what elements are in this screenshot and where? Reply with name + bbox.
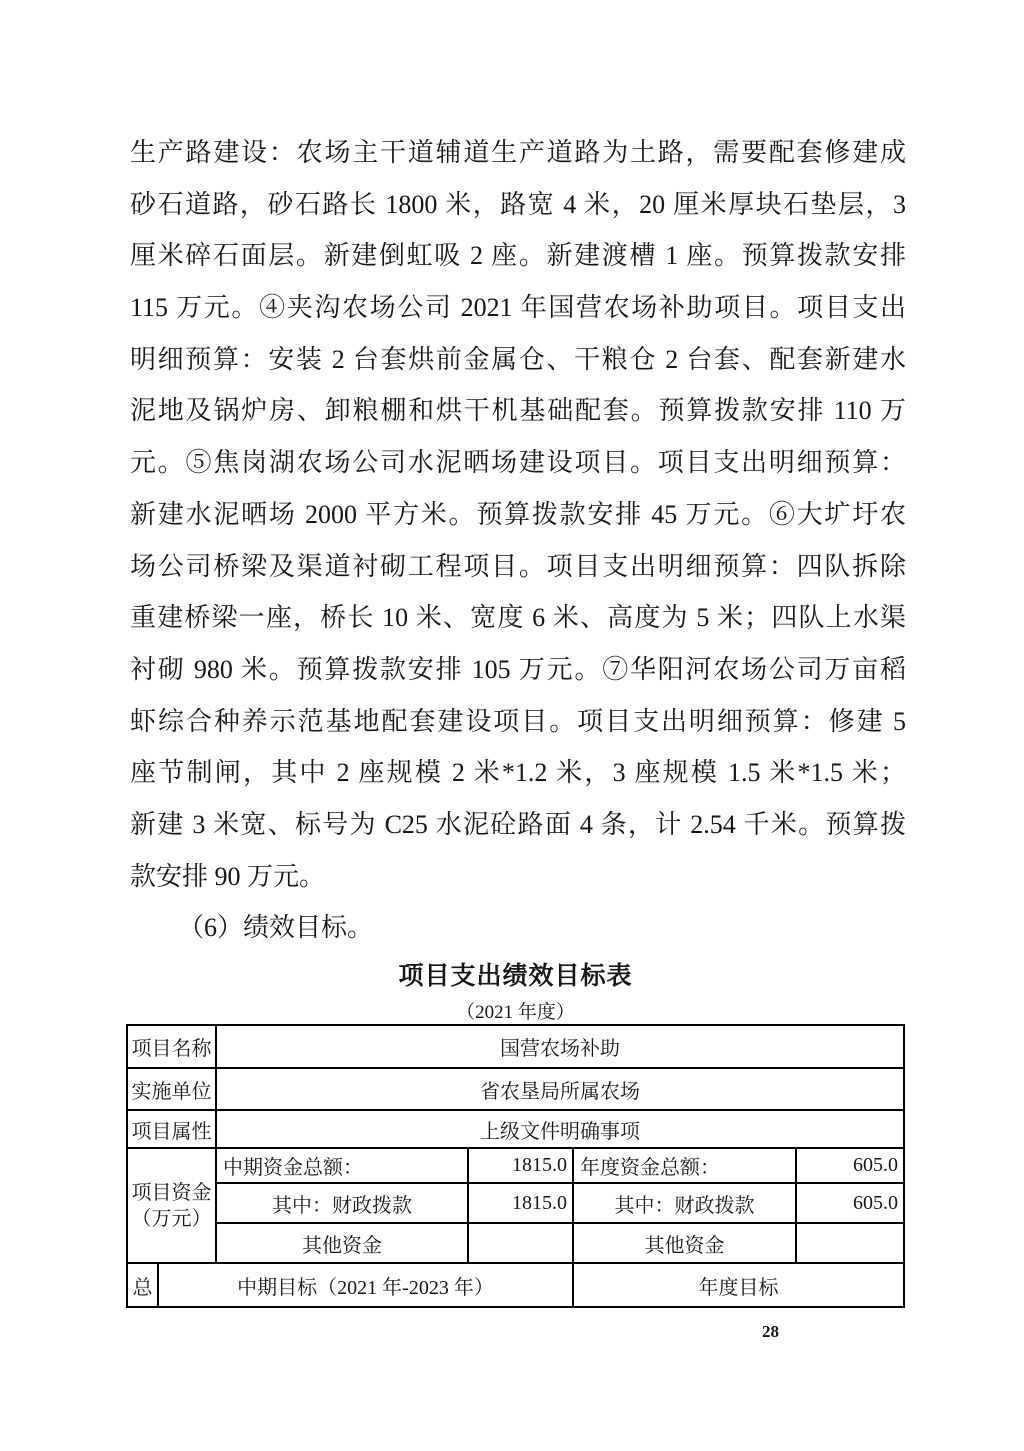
project-attribute-label: 项目属性 <box>131 1120 212 1143</box>
section-heading: （6）绩效目标。 <box>178 913 374 943</box>
annual-fiscal-label: 其中：财政拨款 <box>572 1184 795 1222</box>
midterm-other-value <box>467 1224 572 1262</box>
body-text <box>130 127 906 954</box>
midterm-total-label: 中期资金总额： <box>223 1157 363 1179</box>
text-line: 厘米碎石面层。新建倒虹吸 2 座。新建渡槽 1 座。预算拨款安排 <box>130 241 906 271</box>
table-title: 项目支出绩效目标表 <box>398 962 633 990</box>
annual-fiscal-value: 605.0 <box>795 1184 903 1222</box>
annual-total-value: 605.0 <box>795 1149 903 1182</box>
table-row <box>128 1026 903 1067</box>
annual-total-label: 年度资金总额： <box>572 1149 795 1182</box>
funding-section <box>128 1147 903 1262</box>
funding-header-line2: （万元） <box>131 1207 212 1230</box>
text-line: 场公司桥梁及渠道衬砌工程项目。项目支出明细预算：四队拆除 <box>130 551 906 581</box>
text-line: 生产路建设：农场主干道辅道生产道路为土路，需要配套修建成 <box>130 138 906 167</box>
text-line: 元。⑤焦岗湖农场公司水泥晒场建设项目。项目支出明细预算： <box>130 448 906 478</box>
funding-row-other <box>217 1222 903 1262</box>
implementing-unit-label: 实施单位 <box>131 1080 212 1103</box>
midterm-fiscal-value: 1815.0 <box>467 1184 572 1222</box>
table-row <box>128 1109 903 1147</box>
project-name-label: 项目名称 <box>131 1038 212 1060</box>
annual-goal-header: 年度目标 <box>572 1264 903 1306</box>
annual-other-label: 其他资金 <box>572 1224 795 1262</box>
text-line: 重建桥梁一座，桥长 10 米、宽度 6 米、高度为 5 米；四队上水渠 <box>130 603 906 633</box>
text-line: 新建 3 米宽、标号为 C25 水泥砼路面 4 条，计 2.54 千米。预算拨 <box>130 809 906 839</box>
table-subtitle: （2021 年度） <box>456 1002 575 1023</box>
funding-header-line1: 项目资金 <box>131 1181 212 1204</box>
text-line: 座节制闸，其中 2 座规模 2 米*1.2 米，3 座规模 1.5 米*1.5 米； <box>130 758 906 788</box>
text-line: 泥地及锅炉房、卸粮棚和烘干机基础配套。预算拨款安排 110 万 <box>130 396 906 426</box>
project-name-value: 国营农场补助 <box>215 1026 903 1067</box>
table-row <box>128 1067 903 1109</box>
performance-target-table <box>126 1024 905 1308</box>
text-line: 明细预算：安装 2 台套烘前金属仓、干粮仓 2 台套、配套新建水 <box>130 344 906 374</box>
midterm-fiscal-label: 其中：财政拨款 <box>272 1194 412 1217</box>
funding-row-total <box>217 1149 903 1182</box>
page-number: 28 <box>762 1322 779 1341</box>
goal-header-row <box>128 1262 903 1306</box>
text-line: 新建水泥晒场 2000 平方米。预算拨款安排 45 万元。⑥大圹圩农 <box>130 499 906 529</box>
annual-other-value <box>795 1224 903 1262</box>
midterm-total-value: 1815.0 <box>467 1149 572 1182</box>
funding-body <box>215 1149 903 1262</box>
implementing-unit-value: 省农垦局所属农场 <box>215 1069 903 1109</box>
funding-header <box>128 1149 215 1262</box>
goal-corner-cell: 总 <box>132 1276 153 1299</box>
midterm-goal-header: 中期目标（2021 年-2023 年） <box>157 1264 572 1306</box>
text-line: 砂石道路，砂石路长 1800 米，路宽 4 米，20 厘米厚块石垫层，3 <box>130 189 906 219</box>
text-line: 115 万元。④夹沟农场公司 2021 年国营农场补助项目。项目支出 <box>130 293 906 323</box>
project-attribute-value: 上级文件明确事项 <box>215 1111 903 1147</box>
text-line: 虾综合种养示范基地配套建设项目。项目支出明细预算：修建 5 <box>130 706 906 736</box>
midterm-other-label: 其他资金 <box>302 1234 382 1257</box>
funding-row-fiscal <box>217 1182 903 1222</box>
text-line: 衬砌 980 米。预算拨款安排 105 万元。⑦华阳河农场公司万亩稻 <box>130 654 906 684</box>
text-line: 款安排 90 万元。 <box>130 861 326 891</box>
